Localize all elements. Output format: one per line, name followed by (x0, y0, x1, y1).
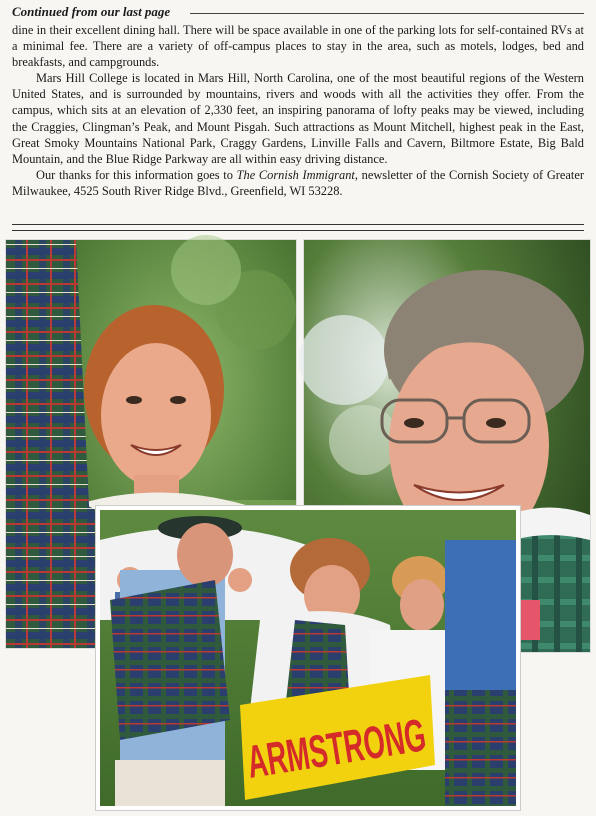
article-paragraph-1: dine in their excellent dining hall. There will be space available in one of the parking lots for self-contained RVs at a minimal fee. There are a variety of off-campus places to stay in the area, such as motels, lodges, bed and breakfasts, and campgrounds. (12, 23, 584, 70)
thanks-suffix: , newsletter of the Cornish Society of Greater Milwaukee, 4525 South River Ridge Blvd., Greenfield, WI 53228. (12, 167, 584, 198)
header-rule (190, 13, 584, 14)
article-paragraph-3 (12, 167, 584, 199)
thanks-prefix: Our thanks for this information goes to (36, 167, 237, 182)
photo-armstrong-banner-group (100, 510, 550, 806)
article-paragraph-2: Mars Hill College is located in Mars Hill, North Carolina, one of the most beautiful regions of the Western United States, and is surrounded by mountains, rivers and woods with all the activities they offer. From the campus, which sits at an elevation of 2,330 feet, an inspiring panorama of lofty peaks may be viewed, including the Craggies, Clingman’s Peak, and Mount Pisgah. Such attractions as Mount Mitchell, highest peak in the East, Great Smoky Mountains National Park, Craggy Gardens, Linville Falls and Cavern, Biltmore Estate, Big Bald Mountain, and the Blue Ridge Parkway are all within easy driving distance. (12, 71, 584, 166)
banner-text: ARMSTRONG (243, 689, 550, 788)
continued-label: Continued from our last page (12, 4, 171, 19)
section-divider (12, 224, 584, 231)
newsletter-title: The Cornish Immigrant (236, 167, 355, 182)
article-body (12, 22, 584, 199)
continued-header (12, 3, 584, 21)
